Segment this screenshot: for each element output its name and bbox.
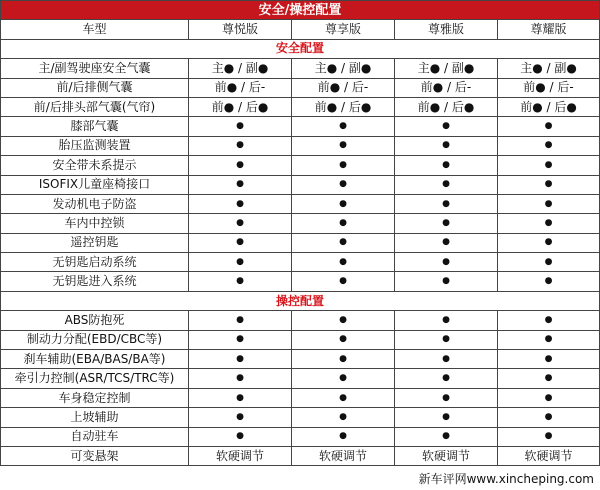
trim-value-cell: 主● / 副● xyxy=(189,59,292,78)
trim-value-cell: 前● / 后● xyxy=(189,97,292,116)
section-row xyxy=(1,39,600,58)
table-row xyxy=(1,117,600,136)
trim-value-cell: 前● / 后● xyxy=(395,97,498,116)
trim-value-cell: ● xyxy=(395,350,498,369)
trim-value-cell: 前● / 后- xyxy=(292,78,395,97)
trim-value-cell: ● xyxy=(498,388,600,407)
feature-label: 刹车辅助(EBA/BAS/BA等) xyxy=(1,350,189,369)
feature-label: 自动驻车 xyxy=(1,427,189,446)
feature-label: 制动力分配(EBD/CBC等) xyxy=(1,330,189,349)
trim-value-cell: ● xyxy=(498,117,600,136)
table-row xyxy=(1,350,600,369)
trim-value-cell: ● xyxy=(292,194,395,213)
trim-value-cell: ● xyxy=(498,175,600,194)
trim-value-cell: ● xyxy=(395,408,498,427)
trim-value-cell: ● xyxy=(395,233,498,252)
feature-label: 主/副驾驶座安全气囊 xyxy=(1,59,189,78)
feature-label: 可变悬架 xyxy=(1,446,189,465)
trim-value-cell: ● xyxy=(498,214,600,233)
table-row xyxy=(1,136,600,155)
table-row xyxy=(1,59,600,78)
trim-value-cell: ● xyxy=(498,369,600,388)
trim-value-cell: ● xyxy=(395,253,498,272)
feature-label: 牵引力控制(ASR/TCS/TRC等) xyxy=(1,369,189,388)
trim-value-cell: ● xyxy=(498,350,600,369)
trim-value-cell: ● xyxy=(395,369,498,388)
table-title-row xyxy=(1,1,600,20)
trim-value-cell: 软硬调节 xyxy=(292,446,395,465)
trim-value-cell: 前● / 后● xyxy=(292,97,395,116)
trim-value-cell: 主● / 副● xyxy=(395,59,498,78)
table-row xyxy=(1,369,600,388)
feature-label: 前/后排头部气囊(气帘) xyxy=(1,97,189,116)
trim-value-cell: ● xyxy=(395,427,498,446)
trim-value-cell: ● xyxy=(395,194,498,213)
feature-label: 前/后排侧气囊 xyxy=(1,78,189,97)
trim-value-cell: ● xyxy=(189,233,292,252)
trim-header: 尊耀版 xyxy=(498,20,600,39)
trim-value-cell: ● xyxy=(498,408,600,427)
trim-value-cell: ● xyxy=(189,156,292,175)
trim-value-cell: ● xyxy=(189,117,292,136)
feature-label: 安全带未系提示 xyxy=(1,156,189,175)
table-row xyxy=(1,388,600,407)
watermark: 新车评网www.xincheping.com xyxy=(418,472,594,486)
trim-value-cell: ● xyxy=(498,136,600,155)
trim-value-cell: 主● / 副● xyxy=(292,59,395,78)
table-row xyxy=(1,427,600,446)
trim-value-cell: ● xyxy=(292,427,395,446)
model-header: 车型 xyxy=(1,20,189,39)
table-row xyxy=(1,311,600,330)
trim-value-cell: ● xyxy=(292,233,395,252)
feature-label: 发动机电子防盗 xyxy=(1,194,189,213)
table-row xyxy=(1,408,600,427)
trim-value-cell: ● xyxy=(395,330,498,349)
table-row xyxy=(1,156,600,175)
trim-value-cell: ● xyxy=(189,272,292,291)
trim-value-cell: ● xyxy=(189,388,292,407)
trim-value-cell: ● xyxy=(189,136,292,155)
trim-value-cell: ● xyxy=(395,272,498,291)
trim-value-cell: 主● / 副● xyxy=(498,59,600,78)
trim-value-cell: ● xyxy=(189,214,292,233)
table-row xyxy=(1,446,600,465)
trim-value-cell: 前● / 后- xyxy=(395,78,498,97)
feature-label: 车身稳定控制 xyxy=(1,388,189,407)
trim-value-cell: ● xyxy=(395,156,498,175)
table-row xyxy=(1,272,600,291)
trim-value-cell: ● xyxy=(189,311,292,330)
table-row xyxy=(1,214,600,233)
trim-header: 尊悦版 xyxy=(189,20,292,39)
table-row xyxy=(1,194,600,213)
trim-value-cell: ● xyxy=(189,408,292,427)
table-row xyxy=(1,330,600,349)
trim-value-cell: ● xyxy=(292,214,395,233)
table-row xyxy=(1,253,600,272)
trim-value-cell: ● xyxy=(498,156,600,175)
trim-value-cell: ● xyxy=(189,194,292,213)
trim-value-cell: ● xyxy=(395,117,498,136)
trim-value-cell: ● xyxy=(395,175,498,194)
trim-value-cell: ● xyxy=(292,408,395,427)
feature-label: ABS防抱死 xyxy=(1,311,189,330)
trim-value-cell: ● xyxy=(292,388,395,407)
trim-value-cell: ● xyxy=(292,253,395,272)
trim-value-cell: 软硬调节 xyxy=(189,446,292,465)
section-title: 安全配置 xyxy=(1,39,600,58)
table-row xyxy=(1,233,600,252)
trim-value-cell: ● xyxy=(498,194,600,213)
section-title: 操控配置 xyxy=(1,291,600,310)
feature-label: 无钥匙启动系统 xyxy=(1,253,189,272)
feature-label: 无钥匙进入系统 xyxy=(1,272,189,291)
feature-label: 车内中控锁 xyxy=(1,214,189,233)
section-row xyxy=(1,291,600,310)
table-title: 安全/操控配置 xyxy=(1,1,600,20)
table-row xyxy=(1,97,600,116)
trim-value-cell: ● xyxy=(292,136,395,155)
feature-label: 上坡辅助 xyxy=(1,408,189,427)
feature-label: 遥控钥匙 xyxy=(1,233,189,252)
trim-value-cell: ● xyxy=(292,175,395,194)
trim-value-cell: ● xyxy=(498,330,600,349)
trim-value-cell: ● xyxy=(395,136,498,155)
trim-value-cell: ● xyxy=(189,253,292,272)
trim-value-cell: ● xyxy=(498,427,600,446)
trim-value-cell: 软硬调节 xyxy=(395,446,498,465)
trim-value-cell: 软硬调节 xyxy=(498,446,600,465)
trim-value-cell: ● xyxy=(292,350,395,369)
trim-value-cell: ● xyxy=(189,369,292,388)
trim-value-cell: ● xyxy=(292,156,395,175)
trim-header: 尊雅版 xyxy=(395,20,498,39)
trim-value-cell: ● xyxy=(292,330,395,349)
trim-value-cell: ● xyxy=(292,369,395,388)
feature-label: ISOFIX儿童座椅接口 xyxy=(1,175,189,194)
trim-value-cell: ● xyxy=(292,311,395,330)
trim-value-cell: ● xyxy=(498,233,600,252)
trim-value-cell: ● xyxy=(498,253,600,272)
table-header-row xyxy=(1,20,600,39)
trim-value-cell: ● xyxy=(292,117,395,136)
trim-value-cell: ● xyxy=(395,214,498,233)
trim-value-cell: 前● / 后- xyxy=(498,78,600,97)
trim-value-cell: 前● / 后- xyxy=(189,78,292,97)
trim-value-cell: ● xyxy=(498,272,600,291)
trim-value-cell: 前● / 后● xyxy=(498,97,600,116)
trim-value-cell: ● xyxy=(189,427,292,446)
trim-value-cell: ● xyxy=(395,311,498,330)
feature-label: 膝部气囊 xyxy=(1,117,189,136)
trim-header: 尊享版 xyxy=(292,20,395,39)
trim-value-cell: ● xyxy=(189,350,292,369)
trim-value-cell: ● xyxy=(189,330,292,349)
trim-value-cell: ● xyxy=(498,311,600,330)
trim-value-cell: ● xyxy=(292,272,395,291)
trim-value-cell: ● xyxy=(395,388,498,407)
table-row xyxy=(1,175,600,194)
table-row xyxy=(1,78,600,97)
trim-value-cell: ● xyxy=(189,175,292,194)
feature-label: 胎压监测装置 xyxy=(1,136,189,155)
